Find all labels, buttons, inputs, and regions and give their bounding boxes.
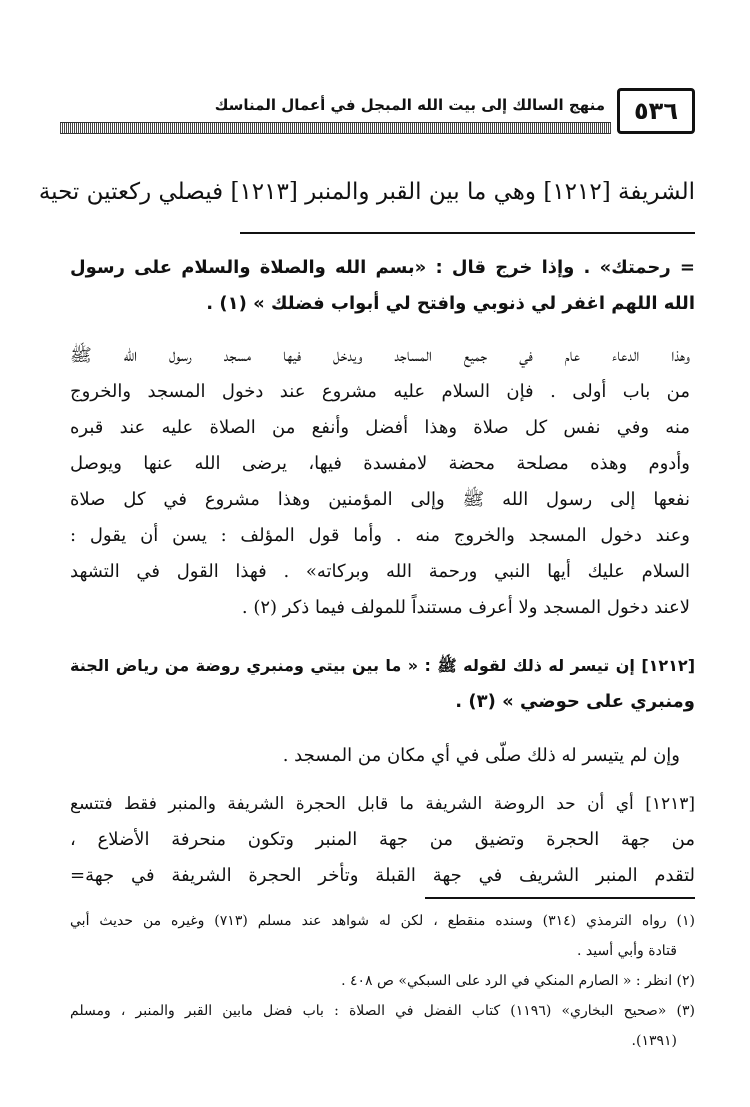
continuation-line bbox=[38, 172, 695, 212]
commentary-paragraph-1 bbox=[70, 250, 695, 322]
footnote-line: (١٣٩١). bbox=[631, 1033, 677, 1049]
text-line: الشريفة [١٢١٢] وهي ما بين القبر والمنبر [١٢١٣] فيصلي ركعتين تحية bbox=[38, 179, 695, 205]
text-line: من باب أولى . فإن السلام عليه مشروع عند دخول المسجد والخروج bbox=[70, 381, 690, 402]
text-line: وعند دخول المسجد والخروج منه . وأما قول المؤلف : يسن أن يقول : bbox=[70, 525, 690, 546]
footnote-divider bbox=[425, 897, 695, 899]
text-line: نفعها إلى رسول الله ﷺ وإلى المؤمنين وهذا مشروع في كل صلاة bbox=[70, 489, 690, 510]
footnote-line: (٢) انظر : « الصارم المنكي في الرد على السبكي» ص ٤٠٨ . bbox=[341, 973, 695, 989]
page-header bbox=[60, 88, 695, 138]
text-line: لتقدم المنبر الشريف في جهة القبلة وتأخر الحجرة الشريفة في جهة= bbox=[70, 865, 695, 886]
text-line: [١٢١٣] أي أن حد الروضة الشريفة ما قابل الحجرة الشريفة والمنبر فقط فتتسع bbox=[70, 794, 695, 814]
text-line: منه وفي نفس كل صلاة وهذا أفضل وأنفع من الصلاة عليه عند قبره bbox=[70, 417, 690, 438]
footnote-line: (٣) «صحيح البخاري» (١١٩٦) كتاب الفضل في الصلاة : باب فضل مابين القبر والمنبر ، ومسلم bbox=[70, 1003, 695, 1019]
note-1212-continued bbox=[70, 738, 680, 774]
footnote-line: (١) رواه الترمذي (٣١٤) وسنده منقطع ، لكن له شواهد عند مسلم (٧١٣) وغيره من حديث أبي bbox=[70, 913, 695, 929]
text-line: وهذا الدعاء عام في جميع المساجد ويدخل فيها مسجد رسول الله ﷺ bbox=[70, 345, 690, 366]
footnotes bbox=[70, 906, 695, 1056]
text-line: ومنبري على حوضي » (٣) . bbox=[455, 691, 695, 712]
running-title: منهج السالك إلى بيت الله المبجل في أعمال المناسك bbox=[214, 96, 605, 114]
page-number: ٥٣٦ bbox=[617, 88, 695, 134]
text-line: السلام عليك أيها النبي ورحمة الله وبركاته» . فهذا القول في التشهد bbox=[70, 561, 690, 582]
text-line: لاعند دخول المسجد ولا أعرف مستنداً للمولف فيما ذكر (٢) . bbox=[241, 597, 690, 618]
text-line: من جهة الحجرة وتضيق من جهة المنبر وتكون منحرفة الأضلاع ، bbox=[70, 829, 695, 850]
note-1212 bbox=[70, 648, 695, 720]
note-1213 bbox=[70, 786, 695, 894]
text-line: [١٢١٢] إن تيسر له ذلك لقوله ﷺ : « ما بين بيتي ومنبري روضة من رياض الجنة bbox=[70, 656, 695, 675]
text-line: الله اللهم اغفر لي ذنوبي وافتح لي أبواب فضلك » (١) . bbox=[206, 293, 695, 314]
text-line: = رحمتك» . وإذا خرج قال : «بسم الله والصلاة والسلام على رسول bbox=[70, 257, 695, 278]
text-line: وأدوم وهذه مصلحة محضة لامفسدة فيها، يرضى الله عنها ويوصل bbox=[70, 453, 690, 474]
commentary-paragraph-2 bbox=[70, 338, 690, 626]
header-rule bbox=[60, 122, 611, 134]
text-line: وإن لم يتيسر له ذلك صلّى في أي مكان من المسجد . bbox=[282, 745, 680, 766]
footnote-line: قتادة وأبي أسيد . bbox=[577, 943, 677, 959]
section-divider bbox=[240, 232, 695, 234]
